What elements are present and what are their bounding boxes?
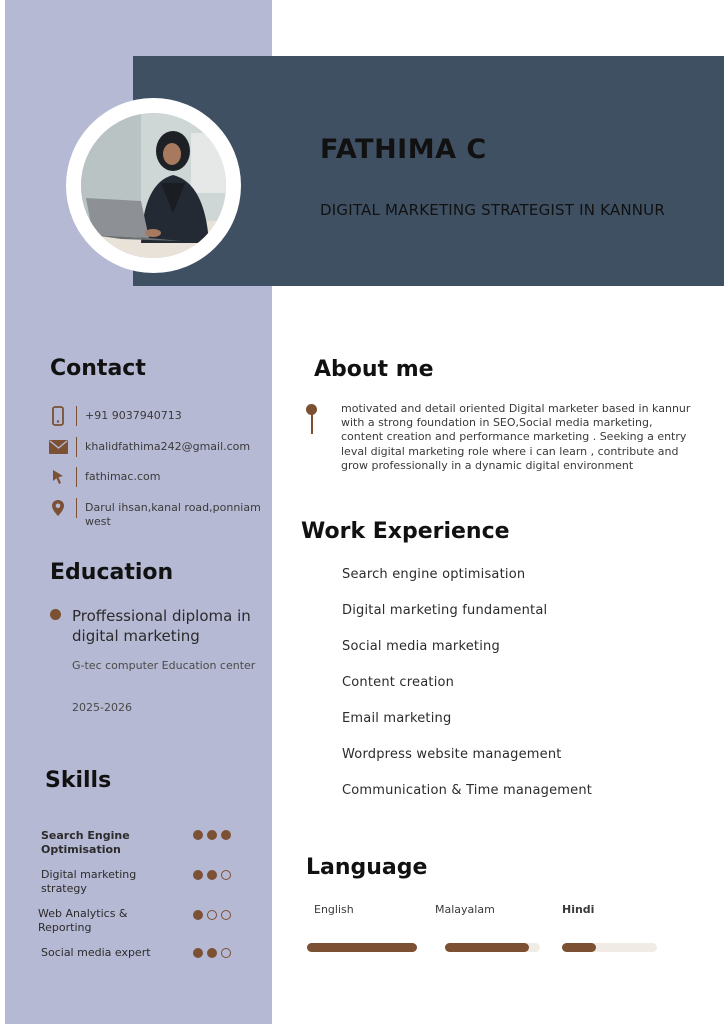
rating-dot-filled	[207, 948, 217, 958]
cursor-icon	[48, 467, 68, 487]
location-pin-icon	[48, 498, 68, 518]
work-item: Email marketing	[342, 711, 452, 726]
skill-rating	[193, 830, 231, 840]
work-item: Content creation	[342, 675, 455, 690]
rating-dot-empty	[221, 870, 231, 880]
contact-email	[48, 437, 250, 457]
contact-separator	[76, 406, 77, 426]
education-institution: G-tec computer Education center	[72, 659, 256, 672]
skill-label: Digital marketing strategy	[41, 868, 137, 895]
language-level-fill	[445, 943, 529, 952]
rating-dot-filled	[207, 830, 217, 840]
skill-rating	[193, 870, 231, 880]
rating-dot-filled	[221, 830, 231, 840]
work-item: Search engine optimisation	[342, 567, 526, 582]
skill-label: Web Analytics & Reporting	[38, 907, 128, 934]
language-heading: Language	[306, 855, 428, 880]
work-item: Wordpress website management	[342, 747, 562, 762]
contact-website	[48, 467, 160, 487]
work-item: Digital marketing fundamental	[342, 603, 548, 618]
about-text: motivated and detail oriented Digital marketer based in kannur with a strong foundation in SEO,Social media marketing, content creation and performance marketing . Seeking a entry leval digital marketing role where i can learn , contribute and grow professionally in a dynamic digital environment	[341, 402, 691, 472]
rating-dot-filled	[193, 870, 203, 880]
contact-address	[48, 498, 263, 529]
work-item: Communication & Time management	[342, 783, 593, 798]
rating-dot-empty	[221, 910, 231, 920]
skills-heading: Skills	[45, 768, 112, 793]
rating-dot-filled	[193, 910, 203, 920]
work-item: Social media marketing	[342, 639, 500, 654]
contact-heading: Contact	[50, 356, 146, 381]
phone-number: +91 9037940713	[85, 409, 182, 422]
education-course: Proffessional diploma in digital marketing	[72, 607, 251, 645]
language-level-bar	[562, 943, 657, 952]
language-level-bar	[307, 943, 417, 952]
rating-dot-filled	[193, 830, 203, 840]
skill-label: Social media expert	[41, 946, 151, 959]
language-label: English	[314, 903, 354, 916]
candidate-name: FATHIMA C	[320, 134, 487, 165]
rating-dot-filled	[207, 870, 217, 880]
candidate-role: DIGITAL MARKETING STRATEGIST IN KANNUR	[320, 201, 665, 219]
language-level-fill	[562, 943, 596, 952]
contact-separator	[76, 437, 77, 457]
education-heading: Education	[50, 560, 174, 585]
skill-rating	[193, 948, 231, 958]
skill-rating	[193, 910, 231, 920]
email-address[interactable]: khalidfathima242@gmail.com	[85, 440, 251, 453]
education-years: 2025-2026	[72, 701, 132, 714]
language-level-fill	[307, 943, 417, 952]
education-bullet	[50, 609, 61, 620]
contact-separator	[76, 467, 77, 487]
email-icon	[48, 437, 68, 457]
contact-separator	[76, 498, 77, 518]
profile-photo	[81, 113, 226, 258]
website-link[interactable]: fathimac.com	[85, 470, 161, 483]
contact-phone	[48, 406, 182, 426]
language-label: Hindi	[562, 903, 595, 916]
rating-dot-empty	[221, 948, 231, 958]
rating-dot-filled	[193, 948, 203, 958]
language-label: Malayalam	[435, 903, 495, 916]
work-heading: Work Experience	[301, 519, 510, 544]
language-level-bar	[445, 943, 540, 952]
phone-icon	[48, 406, 68, 426]
address-text: Darul ihsan,kanal road,ponniam west	[85, 501, 261, 528]
about-heading: About me	[314, 357, 434, 382]
rating-dot-empty	[207, 910, 217, 920]
about-pin-stem	[311, 414, 313, 434]
skill-label: Search Engine Optimisation	[41, 829, 130, 856]
